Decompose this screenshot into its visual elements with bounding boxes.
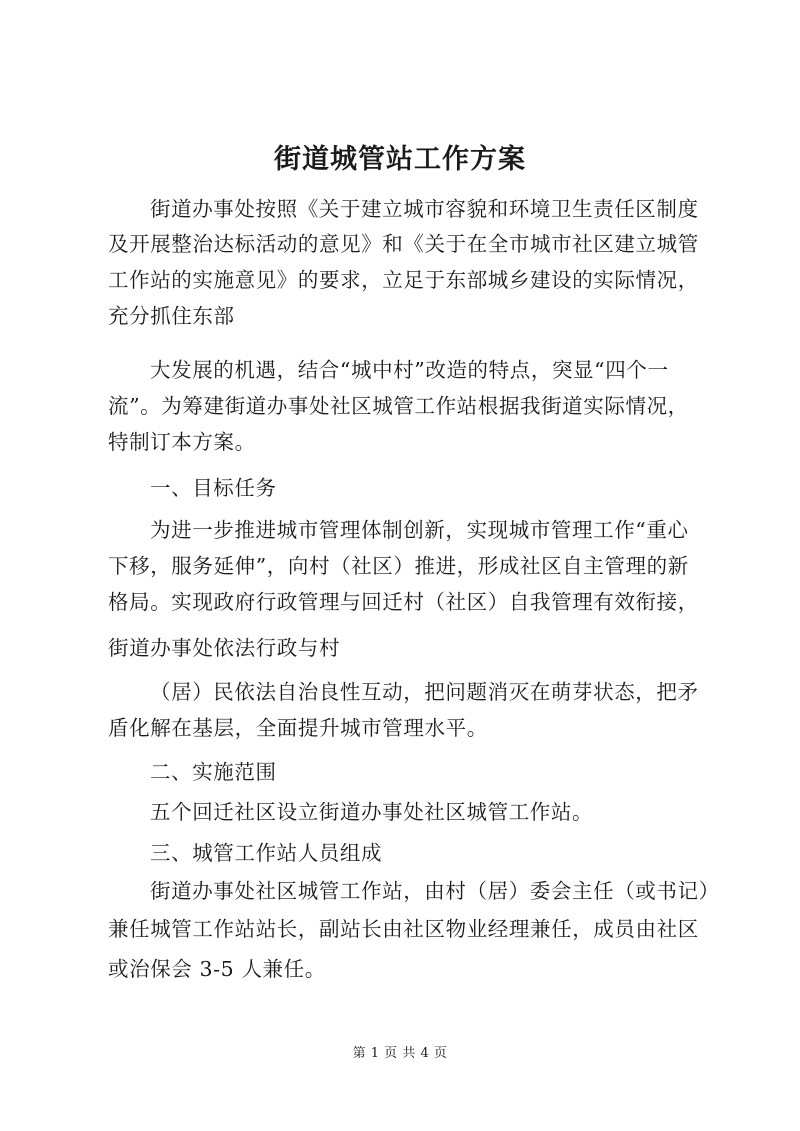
paragraph-line: （居）民依法自治良性互动，把问题消灭在萌芽状态，把矛 bbox=[150, 680, 699, 704]
paragraph-line: 下移，服务延伸”，向村（社区）推进，形成社区自主管理的新 bbox=[108, 554, 689, 578]
paragraph-line: 兼任城管工作站站长，副站长由社区物业经理兼任，成员由社区 bbox=[108, 917, 699, 941]
paragraph-line: 街道办事处社区城管工作站，由村（居）委会主任（或书记） bbox=[150, 879, 720, 903]
paragraph-line: 大发展的机遇，结合“城中村”改造的特点，突显“四个一 bbox=[150, 358, 669, 382]
paragraph-line: 流”。为筹建街道办事处社区城管工作站根据我街道实际情况， bbox=[108, 394, 689, 418]
section-heading: 三、城管工作站人员组成 bbox=[150, 841, 383, 865]
paragraph-line: 工作站的实施意见》的要求，立足于东部城乡建设的实际情况， bbox=[108, 268, 699, 292]
paragraph-line: 充分抓住东部 bbox=[108, 304, 235, 328]
page-number-footer: 第 1 页 共 4 页 bbox=[352, 1046, 448, 1061]
paragraph-line: 街道办事处依法行政与村 bbox=[108, 636, 341, 660]
paragraph-line: 五个回迁社区设立街道办事处社区城管工作站。 bbox=[150, 800, 594, 824]
paragraph-line: 特制订本方案。 bbox=[108, 430, 256, 454]
paragraph-line: 或治保会 3-5 人兼任。 bbox=[108, 957, 326, 981]
paragraph-line: 为进一步推进城市管理体制创新，实现城市管理工作“重心 bbox=[150, 518, 689, 542]
section-heading: 一、目标任务 bbox=[150, 476, 277, 500]
paragraph-line: 格局。实现政府行政管理与回迁村（社区）自我管理有效衔接， bbox=[108, 590, 699, 614]
section-heading: 二、实施范围 bbox=[150, 760, 277, 784]
paragraph-line: 及开展整治达标活动的意见》和《关于在全市城市社区建立城管 bbox=[108, 232, 699, 256]
paragraph-line: 街道办事处按照《关于建立城市容貌和环境卫生责任区制度 bbox=[150, 197, 699, 221]
paragraph-line: 盾化解在基层，全面提升城市管理水平。 bbox=[108, 716, 488, 740]
document-title: 街道城管站工作方案 bbox=[274, 144, 526, 175]
